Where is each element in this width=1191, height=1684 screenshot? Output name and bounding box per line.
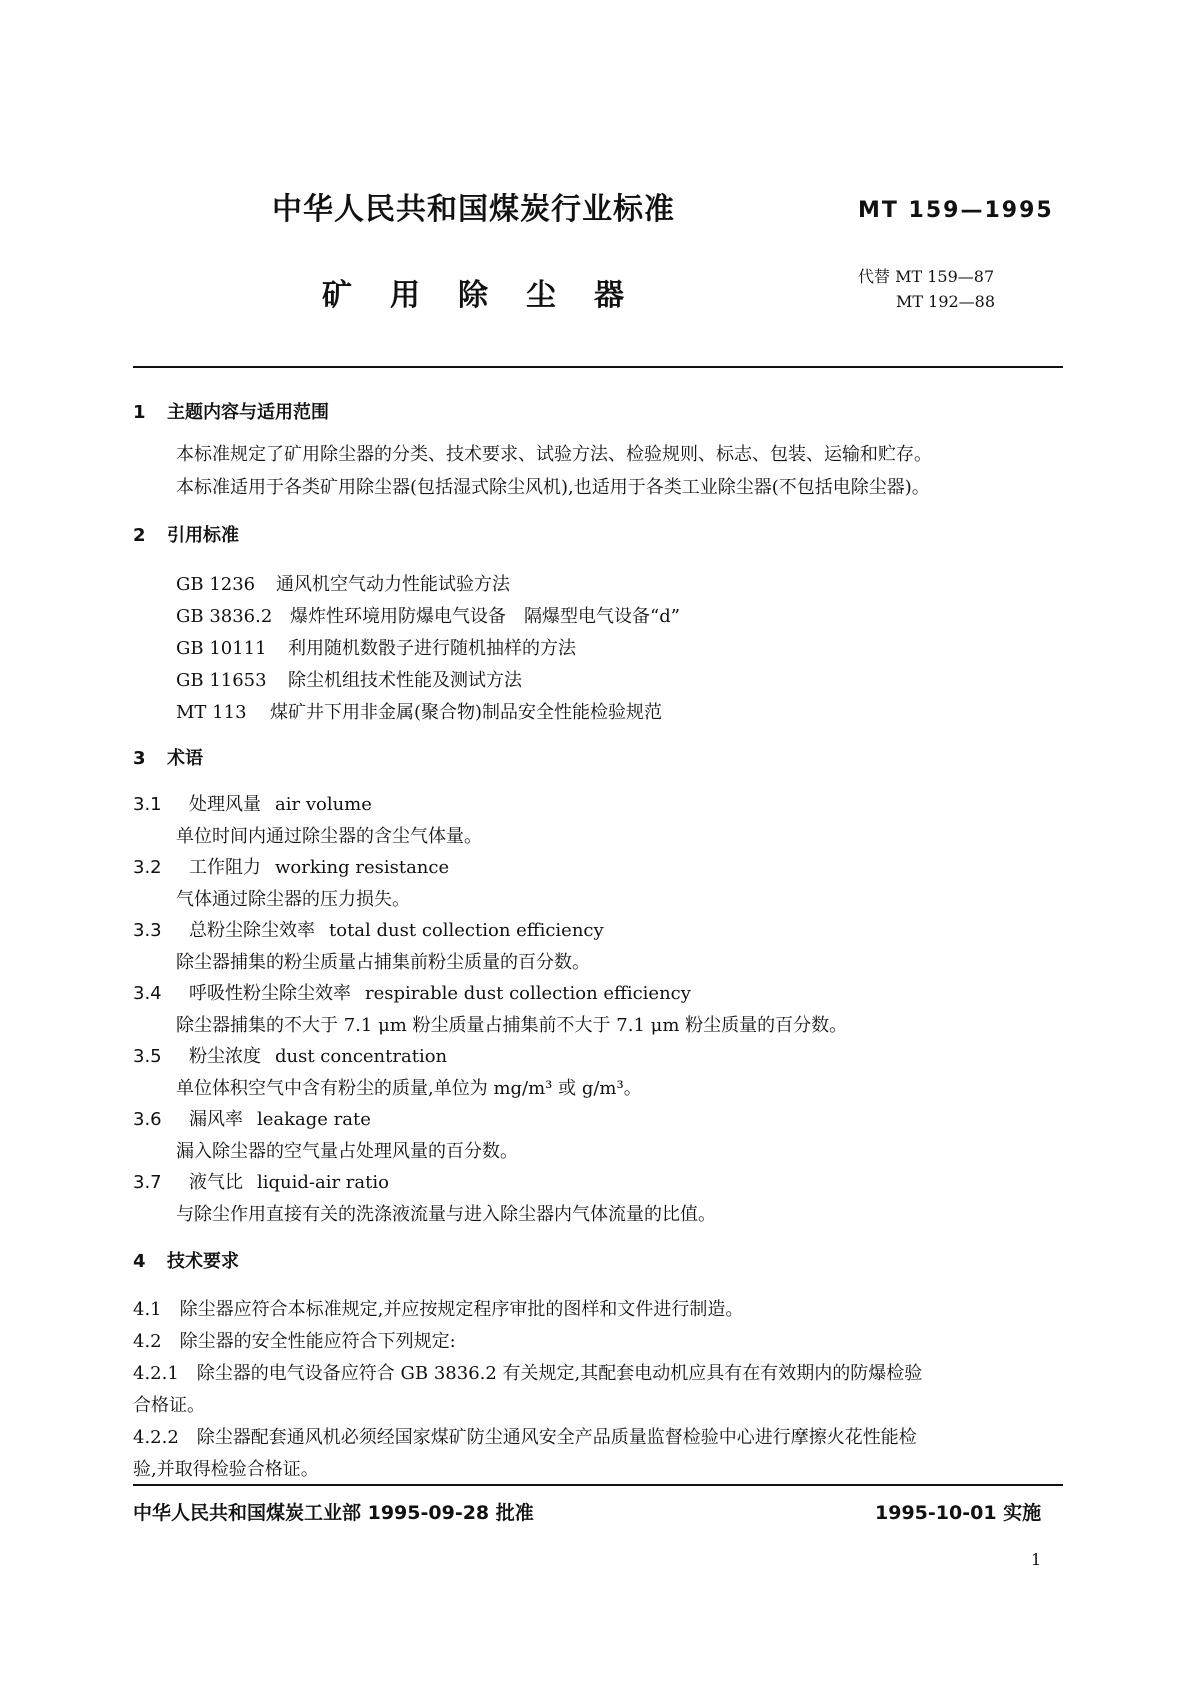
requirement-4-2-2-cont: 验,并取得检验合格证。 bbox=[133, 1459, 319, 1480]
paragraph: 本标准适用于各类矿用除尘器(包括湿式除尘风机),也适用于各类工业除尘器(不包括电除尘器)。 bbox=[176, 477, 930, 498]
effective-date: 1995-10-01 实施 bbox=[875, 1502, 1042, 1524]
header-divider bbox=[133, 366, 1063, 368]
reference-title: 利用随机数骰子进行随机抽样的方法 bbox=[288, 638, 576, 659]
term-definition: 单位时间内通过除尘器的含尘气体量。 bbox=[176, 826, 482, 847]
term-entry bbox=[133, 1105, 371, 1131]
reference-code: GB 10111 bbox=[176, 638, 267, 659]
section-number: 1 bbox=[133, 402, 146, 423]
reference-title: 除尘机组技术性能及测试方法 bbox=[288, 670, 522, 691]
requirement-4-2: 4.2 除尘器的安全性能应符合下列规定: bbox=[133, 1331, 456, 1352]
section-1-heading bbox=[133, 398, 329, 424]
section-title: 术语 bbox=[167, 748, 203, 769]
term-entry bbox=[133, 853, 449, 879]
standard-code: MT 159—1995 bbox=[858, 198, 1054, 223]
reference-code: GB 3836.2 bbox=[176, 606, 273, 627]
requirement-4-2-2: 4.2.2 除尘器配套通风机必须经国家煤矿防尘通风安全产品质量监督检验中心进行摩擦火花性能检 bbox=[133, 1427, 917, 1448]
term-number: 3.4 bbox=[133, 983, 162, 1004]
term-definition: 单位体积空气中含有粉尘的质量,单位为 mg/m³ 或 g/m³。 bbox=[176, 1078, 642, 1099]
term-english: dust concentration bbox=[275, 1046, 448, 1067]
section-number: 2 bbox=[133, 525, 146, 546]
replaces-line-1: 代替 MT 159—87 bbox=[858, 267, 995, 286]
requirement-4-2-1: 4.2.1 除尘器的电气设备应符合 GB 3836.2 有关规定,其配套电动机应具有在有效期内的防爆检验 bbox=[133, 1363, 923, 1384]
paragraph: 本标准规定了矿用除尘器的分类、技术要求、试验方法、检验规则、标志、包装、运输和贮存。 bbox=[176, 444, 932, 465]
section-title: 主题内容与适用范围 bbox=[167, 402, 329, 423]
org-title: 中华人民共和国煤炭行业标准 bbox=[272, 192, 675, 227]
term-name: 处理风量 bbox=[189, 794, 261, 815]
reference-code: GB 11653 bbox=[176, 670, 267, 691]
page-number: 1 bbox=[1031, 1550, 1042, 1569]
term-entry bbox=[133, 1042, 447, 1068]
term-number: 3.2 bbox=[133, 857, 162, 878]
term-entry bbox=[133, 1168, 389, 1194]
section-3-heading bbox=[133, 744, 203, 770]
term-english: leakage rate bbox=[257, 1109, 371, 1130]
reference-item bbox=[176, 698, 662, 724]
term-entry bbox=[133, 916, 604, 942]
term-name: 液气比 bbox=[189, 1172, 243, 1193]
term-name: 呼吸性粉尘除尘效率 bbox=[189, 983, 351, 1004]
term-name: 总粉尘除尘效率 bbox=[189, 920, 315, 941]
document-title: 矿用除尘器 bbox=[322, 278, 662, 313]
section-2-heading bbox=[133, 521, 239, 547]
term-number: 3.7 bbox=[133, 1172, 162, 1193]
reference-item bbox=[176, 570, 510, 596]
term-definition: 与除尘作用直接有关的洗涤液流量与进入除尘器内气体流量的比值。 bbox=[176, 1204, 716, 1225]
term-english: liquid-air ratio bbox=[257, 1172, 389, 1193]
section-4-heading bbox=[133, 1247, 239, 1273]
section-title: 技术要求 bbox=[167, 1251, 239, 1272]
reference-code: GB 1236 bbox=[176, 574, 256, 595]
reference-item bbox=[176, 666, 522, 692]
term-number: 3.5 bbox=[133, 1046, 162, 1067]
footer-divider bbox=[133, 1484, 1063, 1486]
reference-title: 爆炸性环境用防爆电气设备 隔爆型电气设备“d” bbox=[290, 606, 680, 627]
term-name: 粉尘浓度 bbox=[189, 1046, 261, 1067]
term-number: 3.3 bbox=[133, 920, 162, 941]
term-number: 3.1 bbox=[133, 794, 162, 815]
requirement-4-2-1-cont: 合格证。 bbox=[133, 1395, 205, 1416]
reference-title: 通风机空气动力性能试验方法 bbox=[276, 574, 510, 595]
term-definition: 气体通过除尘器的压力损失。 bbox=[176, 889, 410, 910]
approval-line: 中华人民共和国煤炭工业部 1995-09-28 批准 bbox=[133, 1502, 534, 1524]
reference-item bbox=[176, 602, 680, 628]
term-definition: 除尘器捕集的不大于 7.1 μm 粉尘质量占捕集前不大于 7.1 μm 粉尘质量的百分数。 bbox=[176, 1015, 848, 1036]
term-name: 工作阻力 bbox=[189, 857, 261, 878]
reference-code: MT 113 bbox=[176, 702, 247, 723]
term-english: working resistance bbox=[275, 857, 450, 878]
term-english: respirable dust collection efficiency bbox=[365, 983, 691, 1004]
reference-title: 煤矿井下用非金属(聚合物)制品安全性能检验规范 bbox=[270, 702, 663, 723]
term-number: 3.6 bbox=[133, 1109, 162, 1130]
term-entry bbox=[133, 790, 372, 816]
replaces-line-2: MT 192—88 bbox=[896, 292, 996, 311]
requirement-4-1: 4.1 除尘器应符合本标准规定,并应按规定程序审批的图样和文件进行制造。 bbox=[133, 1299, 744, 1320]
section-title: 引用标准 bbox=[167, 525, 239, 546]
reference-item bbox=[176, 634, 576, 660]
section-number: 4 bbox=[133, 1251, 146, 1272]
term-definition: 漏入除尘器的空气量占处理风量的百分数。 bbox=[176, 1141, 518, 1162]
term-definition: 除尘器捕集的粉尘质量占捕集前粉尘质量的百分数。 bbox=[176, 952, 590, 973]
term-english: total dust collection efficiency bbox=[329, 920, 604, 941]
term-name: 漏风率 bbox=[189, 1109, 243, 1130]
section-number: 3 bbox=[133, 748, 146, 769]
term-english: air volume bbox=[275, 794, 372, 815]
term-entry bbox=[133, 979, 691, 1005]
